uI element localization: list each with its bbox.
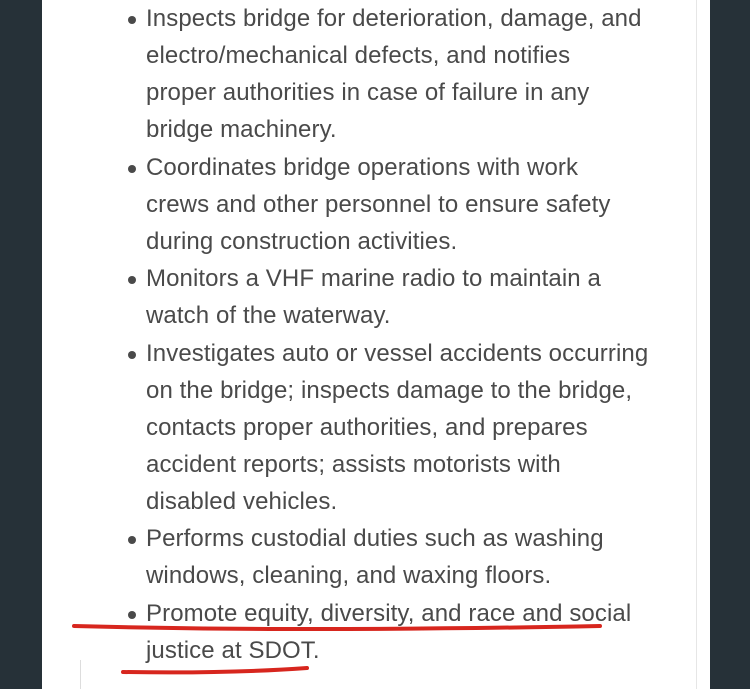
scrollbar-track[interactable] [696, 0, 710, 689]
duty-line: Investigates auto or vessel accidents occurring [146, 340, 649, 367]
duty-line: during construction activities. [146, 228, 458, 255]
duty-line: justice at SDOT. [146, 637, 320, 664]
bullet-icon [128, 276, 136, 284]
duty-line: bridge machinery. [146, 116, 337, 143]
duty-line: Performs custodial duties such as washing [146, 525, 604, 552]
duty-line: Monitors a VHF marine radio to maintain a [146, 265, 601, 292]
duty-line: watch of the waterway. [146, 302, 391, 329]
duty-line: Coordinates bridge operations with work [146, 154, 579, 181]
bullet-icon [128, 536, 136, 544]
duty-line: Inspects bridge for deterioration, damage, and [146, 5, 642, 32]
duty-line: disabled vehicles. [146, 488, 338, 515]
duty-text [146, 0, 691, 148]
duty-line: accident reports; assists motorists with [146, 451, 561, 478]
bullet-icon [128, 16, 136, 24]
divider [80, 660, 81, 689]
duty-text [146, 595, 691, 669]
duty-line: contacts proper authorities, and prepares [146, 414, 588, 441]
duty-text [146, 149, 691, 260]
bullet-icon [128, 351, 136, 359]
bullet-icon [128, 165, 136, 173]
duty-line: proper authorities in case of failure in any [146, 79, 590, 106]
duty-line: windows, cleaning, and waxing floors. [146, 562, 552, 589]
duty-line: on the bridge; inspects damage to the bridge, [146, 377, 633, 404]
duty-text [146, 335, 691, 520]
duty-line: crews and other personnel to ensure safety [146, 191, 611, 218]
duty-text [146, 260, 691, 334]
duty-text [146, 520, 691, 594]
duty-line: electro/mechanical defects, and notifies [146, 42, 571, 69]
bullet-icon [128, 611, 136, 619]
duty-line: Promote equity, diversity, and race and social [146, 600, 632, 627]
